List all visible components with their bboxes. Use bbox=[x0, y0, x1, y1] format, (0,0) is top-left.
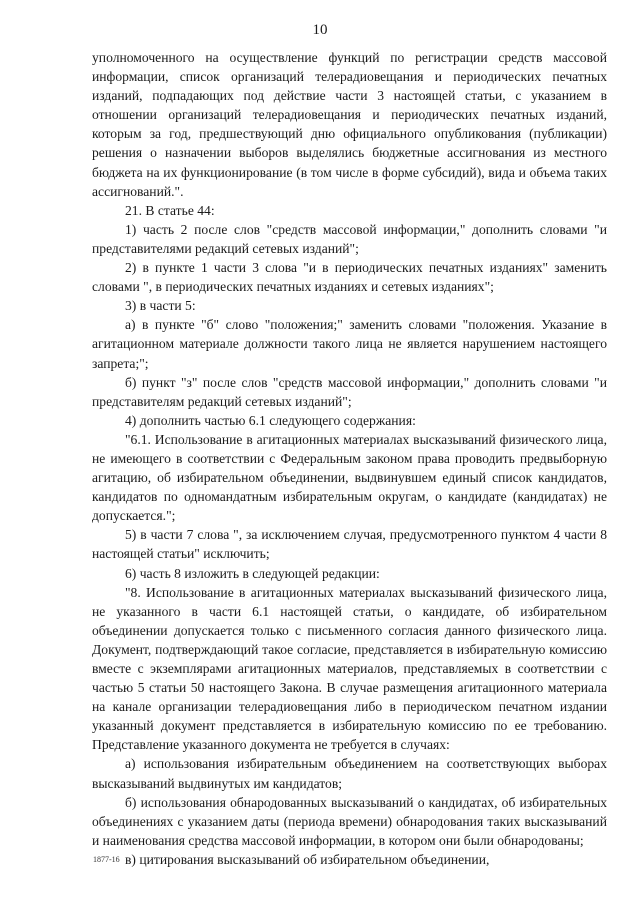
paragraph: "8. Использование в агитационных материалах высказываний физического лица, не указанного в части 6.1 настоящей статьи, о кандидате, об избирательном объединении допускается только с письменного согласия данного физического лица. Документ, подтверждающий такое согласие, представляется в избирательную комиссию вместе с экземплярами агитационных материалов, представляемых в соответствии с частью 5 статьи 50 настоящего Закона. В случае размещения агитационного материала на канале организации телерадиовещания либо в периодическом печатном издании указанный документ представляется в избирательную комиссию по ее требованию. Представление указанного документа не требуется в случаях: bbox=[92, 584, 607, 753]
paragraph: "6.1. Использование в агитационных материалах высказываний физического лица, не имеющего в соответствии с Федеральным законом права проводить предвыборную агитацию, об избирательном объединении, выдвинувшем единый список кандидатов, кандидатов по одномандатным избирательным округам, о кандидате (кандидатах) не допускается."; bbox=[92, 431, 607, 524]
paragraph: б) пункт "з" после слов "средств массовой информации," дополнить словами "и представителям редакций сетевых изданий"; bbox=[92, 374, 607, 409]
paragraph: 2) в пункте 1 части 3 слова "и в периодических печатных изданиях" заменить словами ", в периодических печатных изданиях и сетевых изданиях"; bbox=[92, 260, 607, 295]
paragraph: б) использования обнародованных высказываний о кандидатах, об избирательных объединениях с указанием даты (периода времени) обнародования таких высказываний и наименования средства массовой информации, в котором они были обнародованы; bbox=[92, 794, 607, 848]
paragraph: 5) в части 7 слова ", за исключением случая, предусмотренного пунктом 4 части 8 настоящей статьи" исключить; bbox=[92, 527, 607, 562]
paragraph: а) использования избирательным объединением на соответствующих выборах высказываний выдвинутых им кандидатов; bbox=[92, 756, 607, 791]
paragraph: 4) дополнить частью 6.1 следующего содержания: bbox=[125, 412, 416, 428]
page-number: 10 bbox=[312, 22, 328, 38]
paragraph: 21. В статье 44: bbox=[125, 202, 215, 218]
document-code: 1877-16 bbox=[93, 855, 120, 864]
paragraph: уполномоченного на осуществление функций по регистрации средств массовой информации, список организаций телерадиовещания и периодических печатных изданий, подпадающих под действие части 3 настоящей статьи, с указанием в отношении организаций телерадиовещания и периодических печатных изданий, которым за год, предшествующий дню официального опубликования (публикации) решения о назначении выборов выделялись бюджетные ассигнования из местного бюджета на их функционирование (в том числе в форме субсидий), вида и объема таких ассигнований.". bbox=[92, 50, 607, 199]
paragraph: 3) в части 5: bbox=[125, 298, 196, 314]
paragraph: 6) часть 8 изложить в следующей редакции: bbox=[125, 565, 380, 581]
paragraph: а) в пункте "б" слово "положения;" заменить словами "положения. Указание в агитационном материале должности такого лица не является нарушением настоящего запрета;"; bbox=[92, 317, 607, 371]
document-body bbox=[92, 48, 607, 869]
paragraph: 1) часть 2 после слов "средств массовой информации," дополнить словами "и представителями редакций сетевых изданий"; bbox=[92, 221, 607, 256]
paragraph: в) цитирования высказываний об избирательном объединении, bbox=[125, 851, 490, 867]
